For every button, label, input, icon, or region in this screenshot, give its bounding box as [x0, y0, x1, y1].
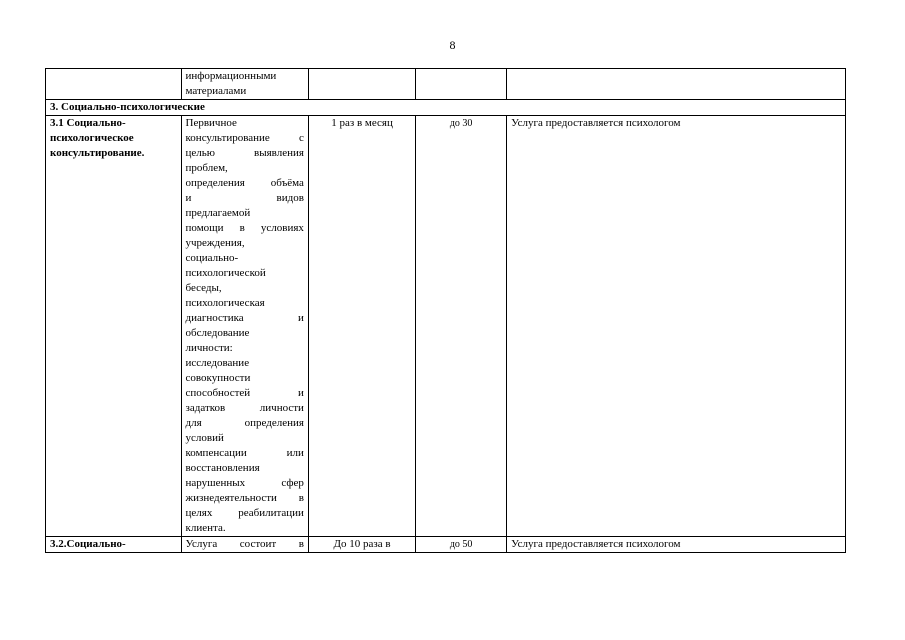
- description-line: исследование: [185, 357, 250, 369]
- table-cell: [46, 69, 182, 100]
- service-description-cell: [181, 537, 308, 553]
- table-row: [46, 537, 846, 553]
- cell-line: информационными: [185, 70, 277, 82]
- section-header: 3. Социально-психологические: [46, 100, 846, 116]
- service-title-line: психологическое: [50, 132, 134, 144]
- cell-line: материалами: [185, 85, 247, 97]
- description-line: социально-: [185, 252, 239, 264]
- description-line: Услуга состоит в: [185, 538, 304, 550]
- services-table: [45, 68, 846, 553]
- description-line: нарушенных сфер: [185, 477, 304, 489]
- description-line: компенсации или: [185, 447, 304, 459]
- service-title-cell: 3.2.Социально-: [46, 537, 182, 553]
- frequency-cell: До 10 раза в: [308, 537, 415, 553]
- description-line: беседы,: [185, 282, 222, 294]
- description-line: способностей и: [185, 387, 304, 399]
- description-line: помощи в условиях: [185, 222, 304, 234]
- description-line: психологическая: [185, 297, 265, 309]
- table-cell: [416, 69, 507, 100]
- table-row: [46, 116, 846, 537]
- description-line: психологической: [185, 267, 266, 279]
- service-title-line: 3.1 Социально-: [50, 117, 126, 129]
- description-line: определения объёма: [185, 177, 304, 189]
- note-cell: Услуга предоставляется психологом: [507, 116, 846, 537]
- description-line: восстановления: [185, 462, 260, 474]
- frequency-cell: 1 раз в месяц: [308, 116, 415, 537]
- description-line: личности:: [185, 342, 233, 354]
- description-line: целью выявления: [185, 147, 304, 159]
- description-line: задатков личности: [185, 402, 304, 414]
- service-title-line: консультирование.: [50, 147, 145, 159]
- description-line: совокупности: [185, 372, 251, 384]
- description-line: обследование: [185, 327, 250, 339]
- note-cell: Услуга предоставляется психологом: [507, 537, 846, 553]
- page-number: 8: [449, 38, 456, 52]
- table-cell: [308, 69, 415, 100]
- description-line: клиента.: [185, 522, 226, 534]
- description-line: и видов: [185, 192, 304, 204]
- description-line: условий: [185, 432, 224, 444]
- description-line: предлагаемой: [185, 207, 251, 219]
- table-row: [46, 69, 846, 100]
- description-line: диагностика и: [185, 312, 304, 324]
- table-cell: [507, 69, 846, 100]
- service-description-cell: [181, 116, 308, 537]
- description-line: учреждения,: [185, 237, 245, 249]
- volume-cell: до 50: [416, 537, 507, 553]
- description-line: для определения: [185, 417, 304, 429]
- service-title-cell: [46, 116, 182, 537]
- description-line: жизнедеятельности в: [185, 492, 304, 504]
- description-line: проблем,: [185, 162, 228, 174]
- description-line: Первичное: [185, 117, 237, 129]
- table-cell: [181, 69, 308, 100]
- section-header-row: [46, 100, 846, 116]
- description-line: консультирование с: [185, 132, 304, 144]
- description-line: целях реабилитации: [185, 507, 304, 519]
- volume-cell: до 30: [416, 116, 507, 537]
